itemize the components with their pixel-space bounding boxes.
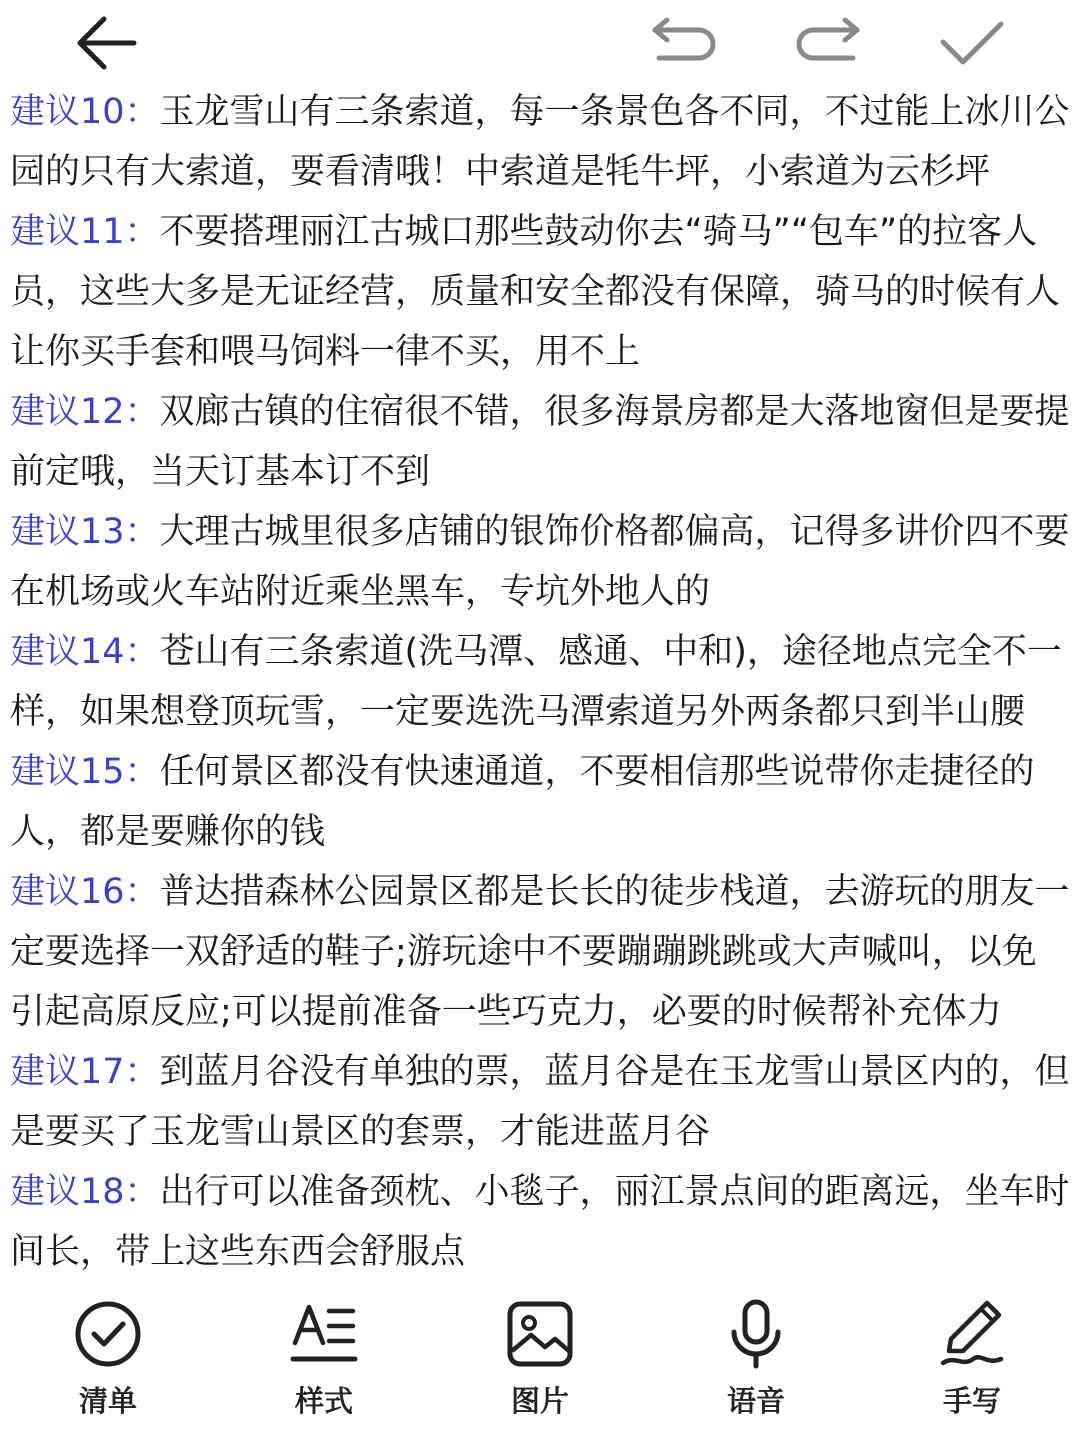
- tip-tag: 建议10：: [10, 92, 160, 132]
- top-toolbar: [0, 0, 1080, 90]
- tip-tag: 建议18：: [10, 1172, 160, 1212]
- tip-tag: 建议14：: [10, 632, 160, 672]
- tip-text: 任何景区都没有快速通道，不要相信那些说带你走捷径的人，都是要赚你的钱: [10, 752, 1035, 852]
- bottom-toolbar: [0, 1290, 1080, 1440]
- done-button[interactable]: [934, 10, 1010, 80]
- note-editor[interactable]: [10, 82, 1070, 1282]
- image-button[interactable]: [475, 1298, 605, 1428]
- tip-text: 普达措森林公园景区都是长长的徒步栈道，去游玩的朋友一定要选择一双舒适的鞋子;游玩途中不要蹦蹦跳跳或大声喊叫，以免引起高原反应;可以提前准备一些巧克力，必要的时候帮补充体力: [10, 872, 1070, 1032]
- handwriting-label: 手写: [942, 1384, 1001, 1418]
- tip-tag: 建议17：: [10, 1052, 160, 1092]
- tip-paragraph: [10, 1042, 1070, 1162]
- tip-paragraph: [10, 622, 1070, 742]
- voice-button[interactable]: [691, 1298, 821, 1428]
- tip-text: 不要搭理丽江古城口那些鼓动你去“骑马”“包车”的拉客人员，这些大多是无证经营，质量和安全都没有保障，骑马的时候有人让你买手套和喂马饲料一律不买，用不上: [10, 212, 1061, 372]
- tip-text: 出行可以准备颈枕、小毯子，丽江景点间的距离远，坐车时间长，带上这些东西会舒服点: [10, 1172, 1070, 1272]
- redo-button[interactable]: [790, 10, 866, 80]
- tip-text: 双廊古镇的住宿很不错，很多海景房都是大落地窗但是要提前定哦，当天订基本订不到: [10, 392, 1070, 492]
- handwriting-pen-icon: [936, 1298, 1008, 1370]
- redo-icon: [793, 18, 863, 72]
- tip-paragraph: [10, 1162, 1070, 1282]
- tip-tag: 建议13：: [10, 512, 160, 552]
- undo-button[interactable]: [646, 10, 722, 80]
- tip-paragraph: [10, 502, 1070, 622]
- checkmark-icon: [939, 18, 1005, 72]
- tip-text: 到蓝月谷没有单独的票，蓝月谷是在玉龙雪山景区内的，但是要买了玉龙雪山景区的套票，才能进蓝月谷: [10, 1052, 1070, 1152]
- checklist-label: 清单: [78, 1384, 137, 1418]
- tip-tag: 建议11：: [10, 212, 160, 252]
- arrow-left-icon: [74, 13, 138, 77]
- image-icon: [504, 1298, 576, 1370]
- tip-tag: 建议15：: [10, 752, 160, 792]
- image-label: 图片: [510, 1384, 569, 1418]
- undo-icon: [649, 18, 719, 72]
- tip-text: 苍山有三条索道(洗马潭、感通、中和)，途径地点完全不一样，如果想登顶玩雪，一定要选洗马潭索道另外两条都只到半山腰: [10, 632, 1062, 732]
- text-style-icon: [288, 1298, 360, 1370]
- tip-text: 玉龙雪山有三条索道，每一条景色各不同，不过能上冰川公园的只有大索道，要看清哦！中索道是牦牛坪，小索道为云杉坪: [10, 92, 1070, 192]
- tip-paragraph: [10, 382, 1070, 502]
- tip-paragraph: [10, 862, 1070, 1042]
- microphone-icon: [720, 1298, 792, 1370]
- tip-paragraph: [10, 742, 1070, 862]
- voice-label: 语音: [726, 1384, 785, 1418]
- tip-tag: 建议16：: [10, 872, 160, 912]
- style-label: 样式: [294, 1384, 353, 1418]
- tip-paragraph: [10, 202, 1070, 382]
- tip-tag: 建议12：: [10, 392, 160, 432]
- handwriting-button[interactable]: [907, 1298, 1037, 1428]
- tip-text: 大理古城里很多店铺的银饰价格都偏高，记得多讲价四不要在机场或火车站附近乘坐黑车，专坑外地人的: [10, 512, 1070, 612]
- checklist-icon: [72, 1298, 144, 1370]
- tip-paragraph: [10, 82, 1070, 202]
- style-button[interactable]: [259, 1298, 389, 1428]
- back-button[interactable]: [68, 10, 144, 80]
- checklist-button[interactable]: [43, 1298, 173, 1428]
